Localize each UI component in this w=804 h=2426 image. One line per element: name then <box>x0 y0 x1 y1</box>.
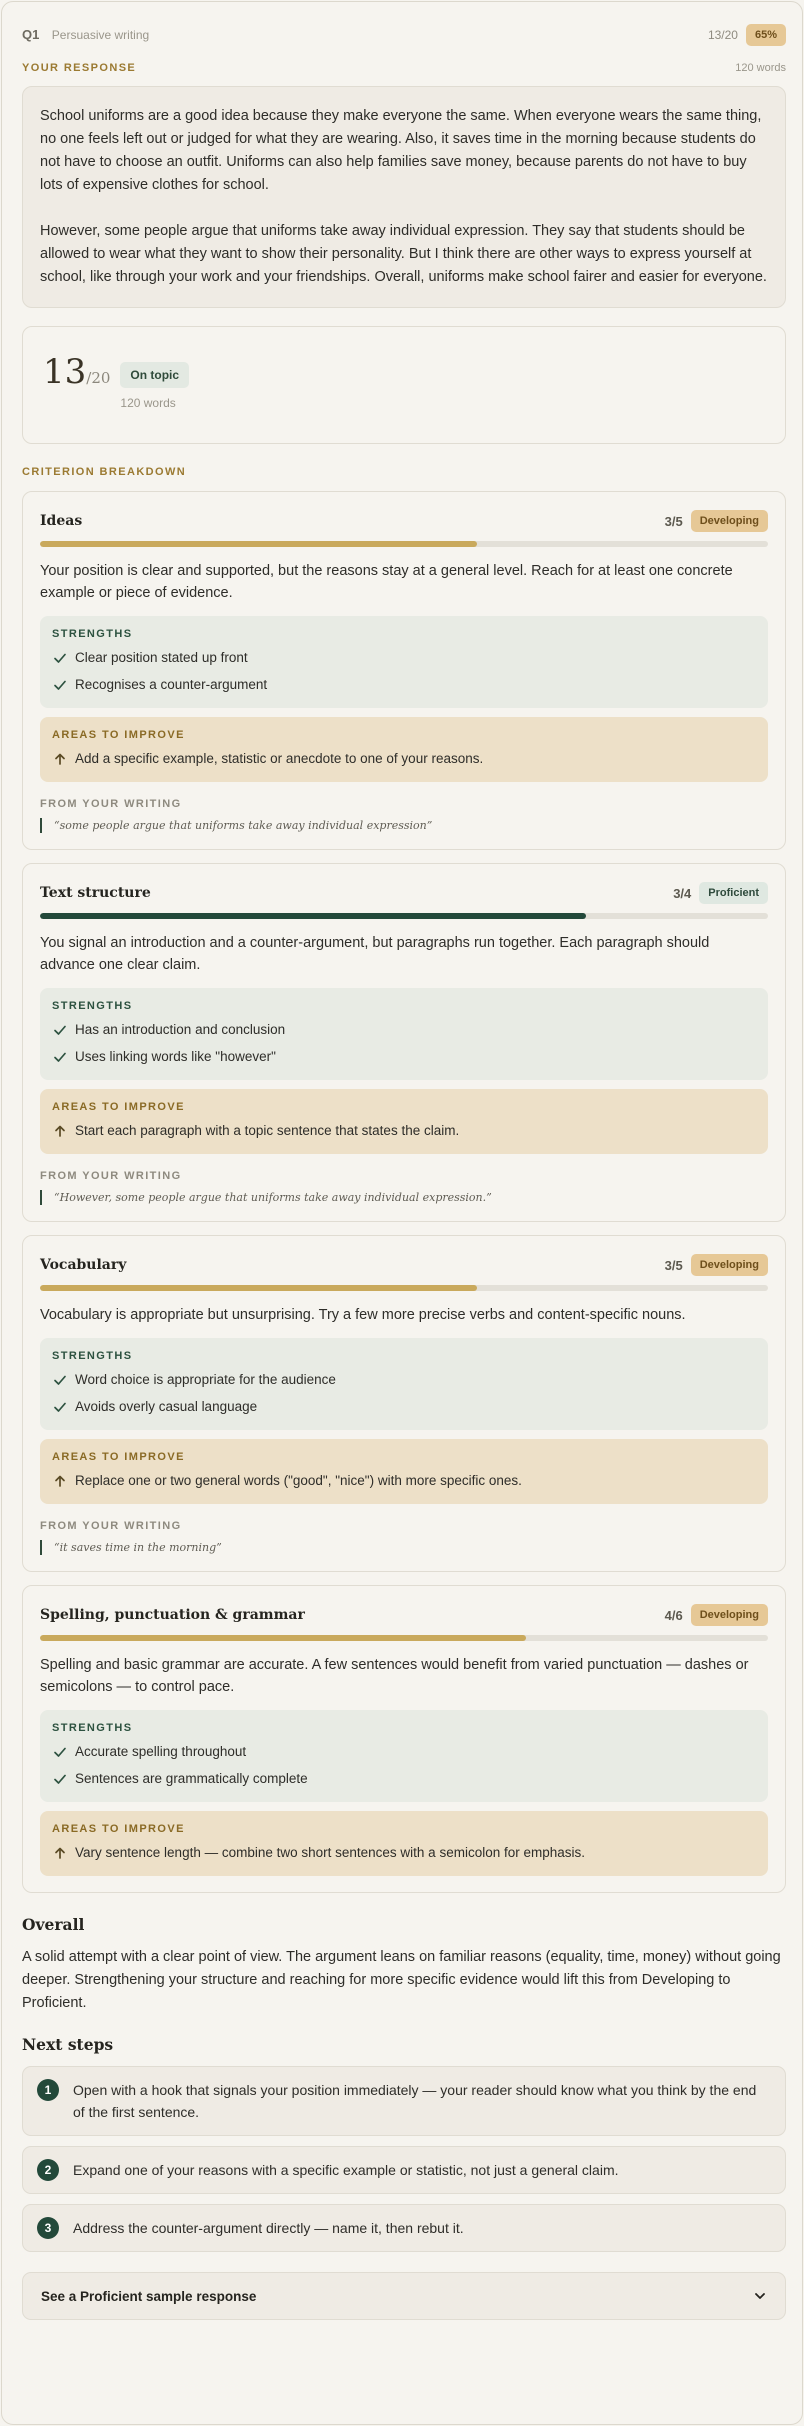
step-number: 2 <box>37 2159 59 2181</box>
breakdown-label: CRITERION BREAKDOWN <box>22 466 187 478</box>
check-icon <box>53 1772 67 1786</box>
score-meta <box>120 355 189 410</box>
strengths-box <box>40 616 768 708</box>
big-score <box>43 352 111 392</box>
improve-box <box>40 717 768 782</box>
criterion-header <box>40 1603 768 1627</box>
response-word-count: 120 words <box>735 62 786 74</box>
strength-text: Uses linking words like "however" <box>75 1049 276 1064</box>
level-badge: Developing <box>691 1254 768 1276</box>
check-icon <box>53 1023 67 1037</box>
improve-item <box>52 745 756 772</box>
check-icon <box>53 1400 67 1414</box>
step-text: Expand one of your reasons with a specific example or statistic, not just a general claim. <box>73 2162 619 2178</box>
improve-label: AREAS TO IMPROVE <box>52 729 185 741</box>
level-badge: Developing <box>691 1604 768 1626</box>
criterion-score-group <box>665 1254 768 1276</box>
writing-quote: “it saves time in the morning” <box>40 1540 768 1555</box>
criterion-score: 3/5 <box>664 1257 683 1273</box>
improve-item <box>52 1839 756 1866</box>
from-writing-label: FROM YOUR WRITING <box>40 798 182 810</box>
progress-fill <box>40 1635 526 1641</box>
criterion-title: Vocabulary <box>40 1257 127 1273</box>
score-fraction: 13/20 <box>707 28 738 42</box>
progress-bar <box>40 913 768 919</box>
criterion-header <box>40 881 768 905</box>
criterion-score: 4/6 <box>664 1607 683 1623</box>
question-info <box>22 26 149 44</box>
next-step-item <box>22 2066 786 2136</box>
criteria-list <box>22 491 786 1893</box>
level-badge: Proficient <box>699 882 768 904</box>
improve-label: AREAS TO IMPROVE <box>52 1451 185 1463</box>
chevron-down-icon <box>753 2289 767 2303</box>
percent-badge: 65% <box>746 24 786 46</box>
feedback-content <box>22 24 786 2320</box>
next-steps-list <box>22 2066 786 2252</box>
step-text: Open with a hook that signals your position immediately — your reader should know what you think by the end of the first sentence. <box>73 2082 757 2120</box>
strength-text: Accurate spelling throughout <box>75 1744 247 1759</box>
sample-response-label: See a Proficient sample response <box>41 2288 257 2304</box>
step-number: 1 <box>37 2079 59 2101</box>
from-writing-label: FROM YOUR WRITING <box>40 1170 182 1182</box>
criterion-card <box>22 863 786 1222</box>
strength-item <box>52 1765 756 1792</box>
strength-text: Has an introduction and conclusion <box>75 1022 286 1037</box>
score-card <box>22 326 786 444</box>
question-header <box>22 24 786 46</box>
overall-text: A solid attempt with a clear point of view. The argument leans on familiar reasons (equality, time, money) without going deeper. Strengthening your structure and reaching for more specific evidence would lift this from Developing to Proficient. <box>22 1949 781 2011</box>
strength-item <box>52 1738 756 1765</box>
level-badge: Developing <box>691 510 768 532</box>
progress-fill <box>40 541 477 547</box>
improve-text: Replace one or two general words ("good", "nice") with more specific ones. <box>75 1473 522 1488</box>
strengths-label: STRENGTHS <box>52 1722 133 1734</box>
next-step-item <box>22 2146 786 2194</box>
strength-text: Word choice is appropriate for the audience <box>75 1372 336 1387</box>
improve-text: Add a specific example, statistic or anecdote to one of your reasons. <box>75 751 484 766</box>
response-header <box>22 62 786 74</box>
strengths-box <box>40 1338 768 1430</box>
question-number: Q1 <box>22 27 40 42</box>
criterion-card <box>22 1585 786 1893</box>
criterion-header <box>40 509 768 533</box>
scorecard-word-count: 120 words <box>120 396 176 410</box>
response-paragraph: However, some people argue that uniforms take away individual expression. They say that students should be allowed to wear what they want to show their personality. But I think there are other ways to express yourself at school, like through your work and your friendships. Overall, uniforms make school fairer and easier for everyone. <box>40 223 767 285</box>
criterion-score-group <box>665 1604 768 1626</box>
strengths-box <box>40 1710 768 1802</box>
criterion-score-group <box>665 510 768 532</box>
next-steps-title: Next steps <box>22 2035 114 2054</box>
score-total: /20 <box>86 369 111 387</box>
strength-text: Recognises a counter-argument <box>75 677 268 692</box>
strength-item <box>52 644 756 671</box>
criterion-feedback: Vocabulary is appropriate but unsurprising. Try a few more precise verbs and content-specific nouns. <box>40 1307 686 1323</box>
step-number: 3 <box>37 2217 59 2239</box>
question-type: Persuasive writing <box>51 28 150 42</box>
check-icon <box>53 1745 67 1759</box>
improve-text: Start each paragraph with a topic sentence that states the claim. <box>75 1123 460 1138</box>
score-summary <box>708 24 786 46</box>
response-label: YOUR RESPONSE <box>22 62 137 74</box>
progress-fill <box>40 1285 477 1291</box>
progress-fill <box>40 913 586 919</box>
step-text: Address the counter-argument directly — name it, then rebut it. <box>73 2220 464 2236</box>
criterion-score: 3/4 <box>673 885 692 901</box>
improve-box <box>40 1439 768 1504</box>
response-text <box>22 86 786 308</box>
writing-quote: “However, some people argue that uniforms take away individual expression.” <box>40 1190 768 1205</box>
strengths-box <box>40 988 768 1080</box>
check-icon <box>53 651 67 665</box>
progress-bar <box>40 1635 768 1641</box>
arrow-up-icon <box>53 752 67 766</box>
check-icon <box>53 1373 67 1387</box>
criterion-card <box>22 1235 786 1572</box>
criterion-feedback: Your position is clear and supported, but the reasons stay at a general level. Reach for at least one concrete example or piece of evidence. <box>40 563 733 601</box>
improve-box <box>40 1089 768 1154</box>
strength-item <box>52 1393 756 1420</box>
criterion-score: 3/5 <box>664 513 683 529</box>
next-step-item <box>22 2204 786 2252</box>
criterion-feedback: You signal an introduction and a counter-argument, but paragraphs run together. Each paragraph should advance one clear claim. <box>40 935 710 973</box>
strength-item <box>52 1043 756 1070</box>
progress-bar <box>40 1285 768 1291</box>
arrow-up-icon <box>53 1474 67 1488</box>
check-icon <box>53 678 67 692</box>
improve-label: AREAS TO IMPROVE <box>52 1101 185 1113</box>
strength-item <box>52 671 756 698</box>
strength-text: Avoids overly casual language <box>75 1399 258 1414</box>
strength-item <box>52 1366 756 1393</box>
sample-response-toggle[interactable] <box>22 2272 786 2320</box>
criterion-feedback: Spelling and basic grammar are accurate. A few sentences would benefit from varied punctuation — dashes or semicolons — to control pace. <box>40 1657 749 1695</box>
improve-item <box>52 1467 756 1494</box>
strengths-label: STRENGTHS <box>52 1000 133 1012</box>
improve-label: AREAS TO IMPROVE <box>52 1823 185 1835</box>
strengths-label: STRENGTHS <box>52 1350 133 1362</box>
writing-quote: “some people argue that uniforms take away individual expression” <box>40 818 768 833</box>
criterion-header <box>40 1253 768 1277</box>
criterion-title: Spelling, punctuation & grammar <box>40 1607 305 1623</box>
from-writing-label: FROM YOUR WRITING <box>40 1520 182 1532</box>
improve-box <box>40 1811 768 1876</box>
criterion-card <box>22 491 786 850</box>
strength-item <box>52 1016 756 1043</box>
strengths-label: STRENGTHS <box>52 628 133 640</box>
improve-text: Vary sentence length — combine two short sentences with a semicolon for emphasis. <box>75 1845 586 1860</box>
progress-bar <box>40 541 768 547</box>
response-paragraph: School uniforms are a good idea because they make everyone the same. When everyone wears the same thing, no one feels left out or judged for what they are wearing. Also, it saves time in the morning because students do not have to choose an outfit. Uniforms can also help families save money, because parents do not have to buy lots of expensive clothes for school. <box>40 108 762 193</box>
on-topic-badge: On topic <box>120 362 189 388</box>
strength-text: Sentences are grammatically complete <box>75 1771 308 1786</box>
overall-title: Overall <box>22 1915 85 1934</box>
improve-item <box>52 1117 756 1144</box>
check-icon <box>53 1050 67 1064</box>
arrow-up-icon <box>53 1124 67 1138</box>
strength-text: Clear position stated up front <box>75 650 248 665</box>
criterion-score-group <box>673 882 768 904</box>
criterion-title: Text structure <box>40 885 151 901</box>
arrow-up-icon <box>53 1846 67 1860</box>
score-value: 13 <box>43 352 87 392</box>
feedback-panel <box>1 1 803 2425</box>
criterion-title: Ideas <box>40 513 83 529</box>
